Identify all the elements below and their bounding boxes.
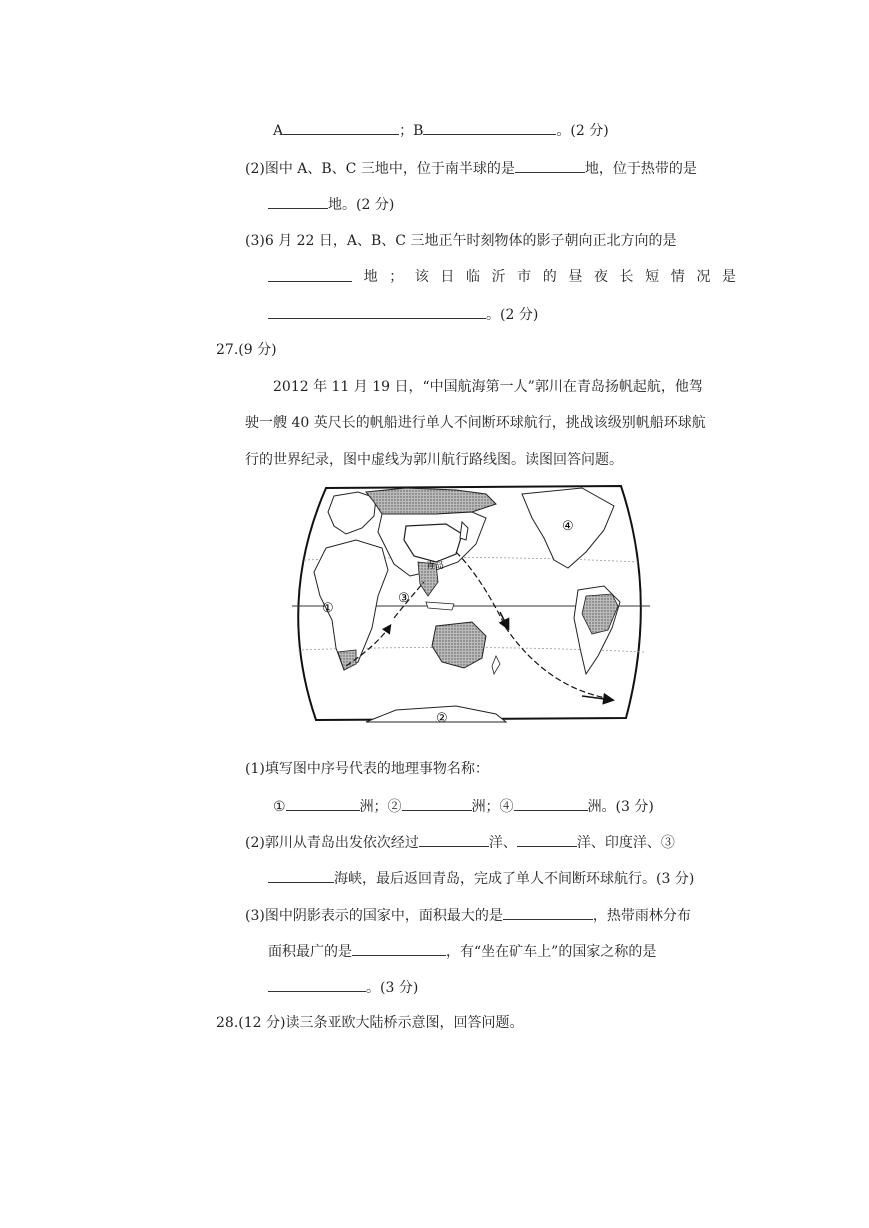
q26-line1: A ；B 。(2 分) [273, 120, 609, 141]
answer-blank[interactable] [514, 796, 588, 811]
q27-sub3-cont: 面积最广的是 ，有“坐在矿车上”的国家之称的是 [268, 941, 656, 962]
q27-sub1-label: (1)填写图中序号代表的地理事物名称： [245, 761, 489, 777]
q27-sub3: (3)图中阴影表示的国家中，面积最大的是 ，热带雨林分布 [245, 905, 691, 926]
answer-blank[interactable] [283, 120, 399, 135]
q27-sub1-answer: ① 洲；② 洲；④ 洲。(3 分) [273, 796, 654, 817]
answer-blank[interactable] [423, 120, 556, 135]
answer-blank[interactable] [515, 158, 585, 173]
answer-blank[interactable] [268, 194, 328, 209]
q26-part3-cont: 地 ； 该 日 临 沂 市 的 昼 夜 长 短 情 况 是 [268, 267, 736, 287]
q27-sub2: (2)郭川从青岛出发依次经过 洋、 洋、印度洋、③ [245, 832, 675, 853]
q27-intro-2: 驶一艘 40 英尺长的帆船进行单人不间断环球航行，挑战该级别帆船环球航 [245, 415, 706, 431]
answer-blank[interactable] [352, 941, 446, 956]
world-map [286, 478, 656, 724]
answer-blank[interactable] [268, 868, 334, 883]
label-qingdao: 青岛 [426, 561, 445, 571]
q27-heading: 27.(9 分) [216, 342, 277, 358]
marker-2: ② [436, 711, 448, 724]
answer-blank[interactable] [402, 796, 472, 811]
answer-blank[interactable] [503, 905, 593, 920]
q26-part2: (2)图中 A、B、C 三地中，位于南半球的是 地，位于热带的是 [245, 158, 697, 179]
q26-part3-end: 。(2 分) [268, 304, 538, 325]
q27-sub2-cont: 海峡，最后返回青岛，完成了单人不间断环球航行。(3 分) [268, 868, 694, 889]
q27-intro-1: 2012 年 11 月 19 日，“中国航海第一人”郭川在青岛扬帆起航，他驾 [273, 379, 703, 395]
marker-4: ④ [562, 519, 574, 534]
answer-blank[interactable] [419, 832, 489, 847]
q26-part3: (3)6 月 22 日，A、B、C 三地正午时刻物体的影子朝向正北方向的是 [245, 233, 677, 249]
answer-blank[interactable] [517, 832, 577, 847]
q26-part2-cont: 地。(2 分) [268, 194, 394, 215]
marker-1: ① [322, 601, 334, 616]
answer-blank[interactable] [268, 977, 366, 992]
q27-sub3-end: 。(3 分) [268, 977, 418, 998]
answer-blank[interactable] [268, 304, 486, 319]
marker-3: ③ [398, 591, 410, 606]
answer-blank[interactable] [286, 796, 360, 811]
q28-heading: 28.(12 分)读三条亚欧大陆桥示意图，回答问题。 [216, 1015, 524, 1031]
q27-intro-3: 行的世界纪录，图中虚线为郭川航行路线图。读图回答问题。 [245, 452, 623, 468]
answer-blank[interactable] [268, 267, 352, 282]
